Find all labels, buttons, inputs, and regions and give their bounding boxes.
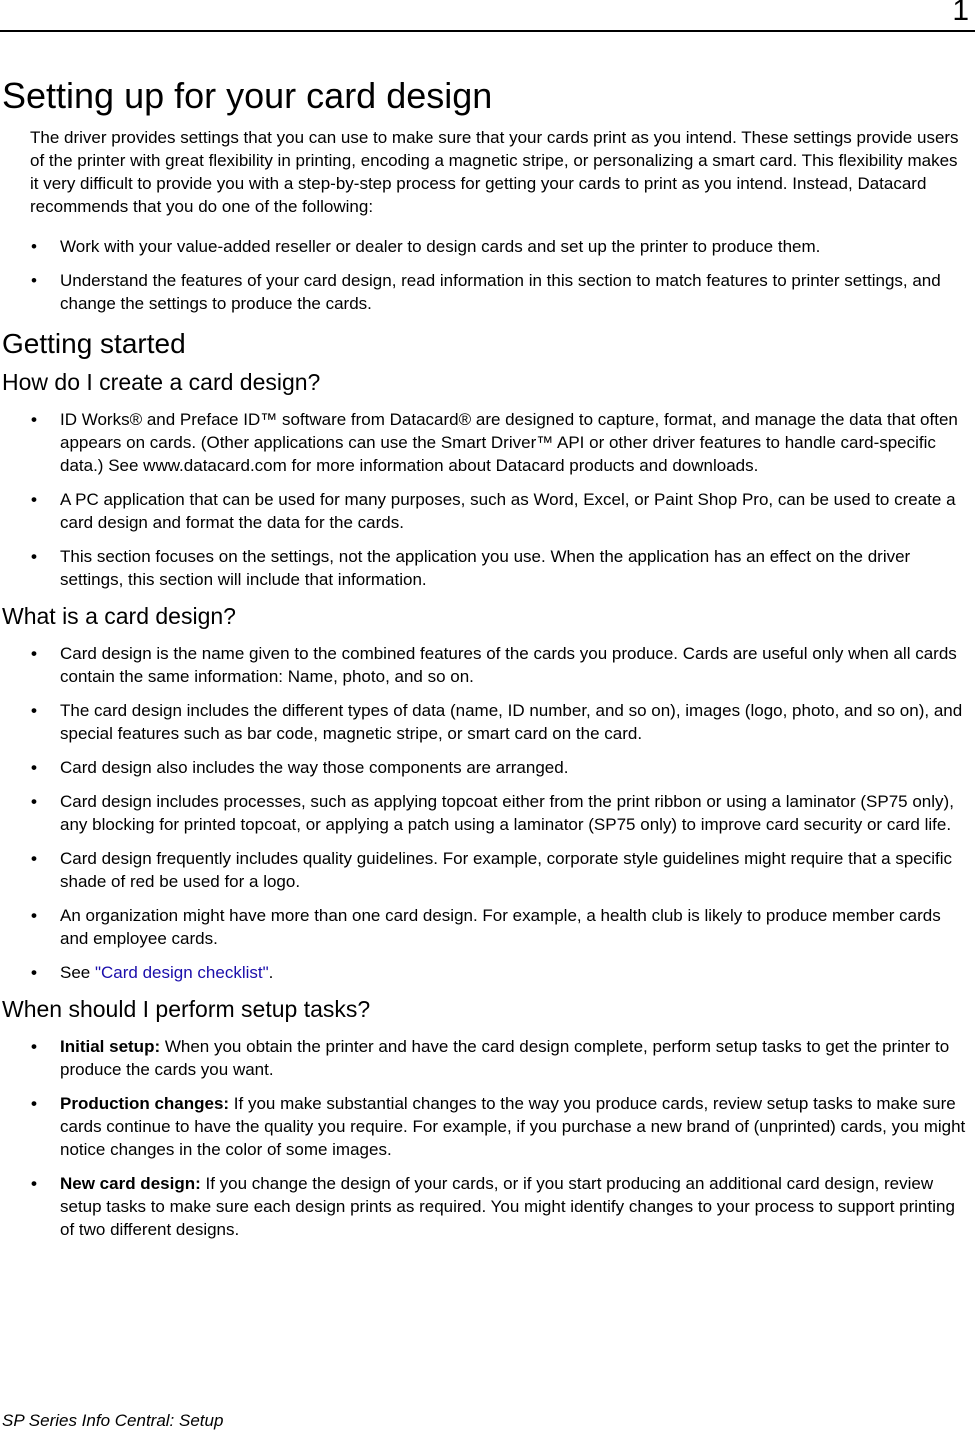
bullet-icon: •	[31, 701, 37, 720]
page-number: 1	[952, 0, 969, 27]
setup-tasks-list	[0, 1035, 975, 1241]
item-label: New card design:	[60, 1174, 201, 1193]
bullet-icon: •	[31, 963, 37, 982]
list-item: • Card design is the name given to the combined features of the cards you produce. Cards are useful only when all cards contain the same information: Name, photo, and so on.	[31, 644, 957, 686]
page-title: Setting up for your card design	[2, 75, 493, 116]
list-item: • Card design frequently includes quality guidelines. For example, corporate style guidelines might require that a specific shade of red be used for a logo.	[31, 849, 953, 891]
intro-paragraph: The driver provides settings that you can use to make sure that your cards print as you intend. These settings provide users of the printer with great flexibility in printing, encoding a magnetic stripe, or personalizing a smart card. This flexibility makes it very difficult to provide you with a step-by-step process for getting your cards to print as you intend. Instead, Datacard recommends that you do one of the following:	[30, 128, 959, 216]
create-design-list	[0, 408, 975, 591]
bullet-icon: •	[31, 1037, 37, 1056]
bullet-icon: •	[31, 237, 37, 256]
what-is-design-heading: What is a card design?	[2, 603, 236, 629]
bullet-icon: •	[31, 490, 37, 509]
footer-title: SP Series Info Central: Setup	[2, 1411, 224, 1430]
bullet-icon: •	[31, 758, 37, 777]
create-design-heading: How do I create a card design?	[2, 369, 321, 395]
list-item: • Initial setup: When you obtain the printer and have the card design complete, perform setup tasks to get the printer to produce the cards you want.	[31, 1037, 950, 1079]
list-item: • Card design includes processes, such as applying topcoat either from the print ribbon or using a laminator (SP75 only), any blocking for printed topcoat, or applying a patch using a laminator (SP75 only) to improve card security or card life.	[31, 792, 954, 834]
list-item: • Production changes: If you make substantial changes to the way you produce cards, review setup tasks to make sure cards continue to have the quality you require. For example, if you purchase a new brand of (unprinted) cards, you might notice changes in the color of some images.	[31, 1094, 966, 1159]
intro-bullet-list	[0, 235, 975, 315]
list-item: • Card design also includes the way those components are arranged.	[31, 758, 569, 777]
list-item: • A PC application that can be used for many purposes, such as Word, Excel, or Paint Shop Pro, can be used to create a card design and format the data for the cards.	[31, 490, 956, 532]
list-item: • An organization might have more than one card design. For example, a health club is likely to produce member cards and employee cards.	[31, 906, 941, 948]
setup-tasks-heading: When should I perform setup tasks?	[2, 996, 371, 1022]
list-item: • Understand the features of your card design, read information in this section to match features to printer settings, and change the settings to produce the cards.	[31, 271, 941, 313]
document-body	[0, 72, 975, 1252]
bullet-icon: •	[31, 906, 37, 925]
bullet-icon: •	[31, 410, 37, 429]
header-rule	[0, 30, 975, 32]
bullet-icon: •	[31, 849, 37, 868]
what-is-design-list	[0, 642, 975, 984]
bullet-icon: •	[31, 792, 37, 811]
list-item: • See "Card design checklist".	[31, 963, 274, 982]
bullet-icon: •	[31, 1094, 37, 1113]
list-item: • The card design includes the different types of data (name, ID number, and so on), images (logo, photo, and so on), and special features such as bar code, magnetic stripe, or smart card on the card.	[31, 701, 963, 743]
list-item: • ID Works® and Preface ID™ software from Datacard® are designed to capture, format, and manage the data that often appears on cards. (Other applications can use the Smart Driver™ API or other driver features to handle card-specific data.) See www.datacard.com for more information about Datacard products and downloads.	[31, 410, 958, 475]
bullet-icon: •	[31, 1174, 37, 1193]
list-item: • New card design: If you change the design of your cards, or if you start producing an additional card design, review setup tasks to make sure each design prints as required. You might identify changes to your process to support printing of two different designs.	[31, 1174, 955, 1239]
bullet-icon: •	[31, 644, 37, 663]
item-label: Initial setup:	[60, 1037, 161, 1056]
item-label: Production changes:	[60, 1094, 230, 1113]
list-item: • This section focuses on the settings, not the application you use. When the application has an effect on the driver settings, this section will include that information.	[31, 547, 911, 589]
card-design-checklist-link[interactable]: "Card design checklist"	[94, 963, 269, 982]
list-item: • Work with your value-added reseller or dealer to design cards and set up the printer to produce them.	[31, 237, 821, 256]
bullet-icon: •	[31, 547, 37, 566]
getting-started-heading: Getting started	[2, 328, 186, 359]
bullet-icon: •	[31, 271, 37, 290]
